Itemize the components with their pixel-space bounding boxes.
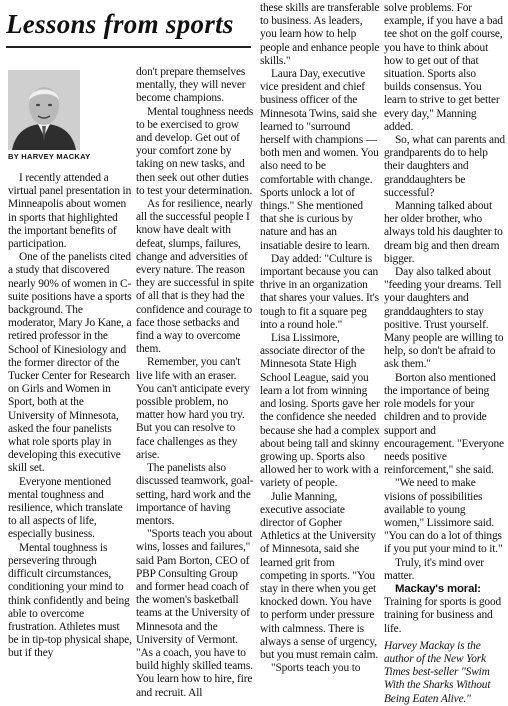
article-paragraph: I recently attended a virtual panel presentation in Minneapolis about women in sports that highlighted the important benefits of participation. — [8, 172, 132, 251]
article-column-1 — [8, 172, 132, 660]
article-paragraph: Lisa Lissimore, associate director of the Minnesota State High School League, said you learn a lot from winning and losing. Sports gave her the confidence she needed because she had a complex about being tall and skinny growing up. Sports also allowed her to work with a variety of people. — [260, 332, 380, 490]
article-paragraph: Laura Day, executive vice president and chief business officer of the Minnesota Twins, said she learned to "surround herself with champions — both men and women. You also need to be comfortable with change. Sports unlock a lot of things." She mentioned that she is curious by nature and has an insatiable desire to learn. — [260, 68, 379, 252]
article-paragraph: "We need to make visions of possibilities available to young women," Lissimore said. "You can do a lot of things if you put your mind to it." — [384, 477, 503, 556]
article-paragraph: Remember, you can't live life with an eraser. You can't anticipate every possible problem, no matter how hard you try. But you can resolve to face challenges as they arise. — [136, 356, 250, 461]
article-paragraph: Julie Manning, executive associate director of Gopher Athletics at the University of Minnesota, said she learned grit from competing in sports. "You stay in there when you get knocked down. You have to perform under pressure with calmness. There is always a sense of urgency, but you must remain calm. — [260, 490, 379, 661]
article-paragraph: Borton also mentioned the importance of being role models for your children and to provide support and encouragement. "Everyone needs positive reinforcement," she said. — [384, 371, 504, 477]
article-paragraph: The panelists also discussed teamwork, goal-setting, hard work and the importance of having mentors. — [136, 462, 254, 527]
article-paragraph: "Sports teach you to — [271, 662, 361, 675]
article-paragraph: "Sports teach you about wins, losses and failures," said Pam Borton, CEO of PBP Consulting Group and former head coach of the women's basketball teams at the University of Minnesota and the University of Vermont. "As a coach, you have to build highly skilled teams. You learn how to hire, fire and recruit. All — [136, 528, 253, 699]
moral-text: Training for sports is good training for business and life. — [384, 596, 502, 635]
article-paragraph: Day added: "Culture is important because you can thrive in an organization that shares your values. It's tough to fit a square peg into a round hole." — [260, 252, 379, 331]
author-portrait-illustration — [8, 70, 80, 150]
moral-kicker: Mackay's moral: — [395, 582, 481, 595]
article-paragraph: don't prepare themselves mentally, they will never become champions. — [136, 66, 246, 105]
article-paragraph: Day also talked about "feeding your dreams. Tell your daughters and granddaughters to stay positive. Trust yourself. Many people are willing to help, so don't be afraid to ask them." — [384, 266, 504, 371]
author-byline: BY HARVEY MACKAY — [8, 152, 91, 161]
article-paragraph: Manning talked about her older brother, who always told his daughter to dream big and then dream bigger. — [384, 200, 503, 265]
article-paragraph: Mental toughness needs to be exercised to grow and develop. Get out of your comfort zone by taking on new tasks, and then seek out other duties to test your determination. — [136, 105, 254, 197]
article-paragraph: these skills are transferable to business. As leaders, you learn how to help people and enhance people skills." — [260, 2, 380, 67]
article-title: Lessons from sports — [6, 2, 251, 48]
article-paragraph: As for resilience, nearly all the successful people I know have dealt with defeat, slumps, failures, change and adversities of every nature. The reason they are successful in spite of all that is they had the confidence and courage to face those setbacks and find a way to overcome them. — [136, 198, 254, 356]
article-column-4 — [384, 2, 505, 705]
article-column-3 — [260, 2, 380, 675]
article-paragraph: Truly, it's mind over matter. — [384, 556, 484, 582]
article-column-2 — [136, 66, 256, 699]
article-paragraph: One of the panelists cited a study that discovered nearly 90% of women in C-suite positions have a sports background. The moderator, Mary Jo Kane, a retired professor in the School of Kinesiology and the former director of the Tucker Center for Research on Girls and Women in Sport, both at the University of Minnesota, asked the four panelists what role sports play in developing this executive skill set. — [8, 251, 132, 475]
author-portrait — [8, 70, 80, 150]
author-signature: Harvey Mackay is the author of the New York Times best-seller "Swim With the Sharks Without Being Eaten Alive." — [384, 639, 491, 705]
article-paragraph: Mental toughness is persevering through difficult circumstances, conditioning your mind to think confidently and being able to overcome frustration. Athletes must be in tip-top physical shape, but if they — [8, 541, 132, 660]
article-paragraph: Everyone mentioned mental toughness and resilience, which translate to all aspects of life, especially business. — [8, 475, 123, 541]
mackay-moral — [384, 583, 505, 636]
article-paragraph: So, what can parents and grandparents do to help their daughters and granddaughters be successful? — [384, 134, 505, 199]
article-paragraph: solve problems. For example, if you have a bad tee shot on the golf course, you have to think about how to get out of that situation. Sports also builds consensus. You learn to strive to get better every day," Manning added. — [384, 2, 503, 133]
